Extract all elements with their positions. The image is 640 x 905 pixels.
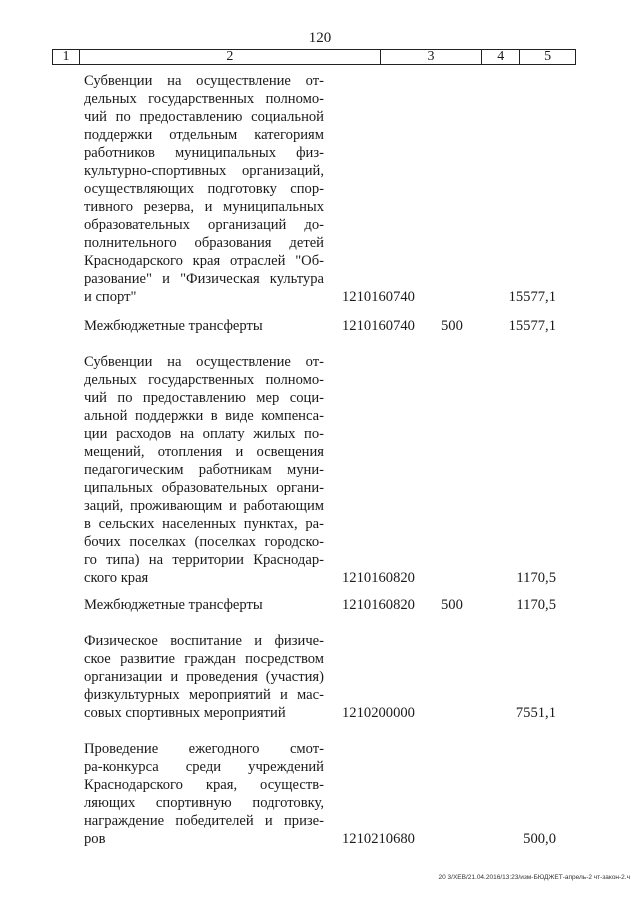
row-amount: 15577,1 bbox=[508, 289, 556, 305]
description-line: мещений, отопления и освещения bbox=[84, 444, 324, 460]
description-line: дельных государственных полномо- bbox=[84, 372, 324, 388]
description-line: награждение победителей и призе- bbox=[84, 813, 324, 829]
description-line: физкультурных мероприятий и мас- bbox=[84, 687, 324, 703]
description-line: ского края bbox=[84, 570, 149, 586]
description-line: осуществляющих подготовку спор- bbox=[84, 181, 324, 197]
description-line: ции расходов на оплату жилых по- bbox=[84, 426, 324, 442]
description-line: бочих поселках (поселках городско- bbox=[84, 534, 324, 550]
row-code: 1210210680 bbox=[342, 831, 415, 847]
description-line: дельных государственных полномо- bbox=[84, 91, 324, 107]
description-line: Краснодарского края, осуществ- bbox=[84, 777, 324, 793]
description-line: Физическое воспитание и физиче- bbox=[84, 633, 324, 649]
description-line: Субвенции на осуществление от- bbox=[84, 354, 324, 370]
description-line: полнительного образования детей bbox=[84, 235, 324, 251]
column-header-5: 5 bbox=[544, 49, 552, 64]
row-code: 1210160740 bbox=[342, 318, 415, 334]
description-line: культурно-спортивных организаций, bbox=[84, 163, 324, 179]
description-line: ров bbox=[84, 831, 106, 847]
row-description bbox=[84, 740, 324, 848]
row-code: 1210160820 bbox=[342, 570, 415, 586]
row-description bbox=[84, 596, 324, 614]
description-line: ципальных образовательных органи- bbox=[84, 480, 324, 496]
description-line: Субвенции на осуществление от- bbox=[84, 73, 324, 89]
description-line: Межбюджетные трансферты bbox=[84, 318, 263, 334]
description-line: работников муниципальных физ- bbox=[84, 145, 324, 161]
row-amount: 1170,5 bbox=[516, 570, 556, 586]
description-line: ра-конкурса среди учреждений bbox=[84, 759, 324, 775]
description-line: заций, проживающим и работающим bbox=[84, 498, 324, 514]
row-description bbox=[84, 317, 324, 335]
description-line: образовательных организаций до- bbox=[84, 217, 324, 233]
column-header-3: 3 bbox=[381, 50, 483, 64]
column-header-4: 4 bbox=[482, 50, 520, 64]
description-line: го типа) на территории Краснодар- bbox=[84, 552, 324, 568]
description-line: альной поддержки в виде компенса- bbox=[84, 408, 324, 424]
row-description bbox=[84, 632, 324, 722]
description-line: ляющих спортивную подготовку, bbox=[84, 795, 324, 811]
row-amount: 1170,5 bbox=[516, 597, 556, 613]
description-line: Краснодарского края отраслей "Об- bbox=[84, 253, 324, 269]
page-number: 120 bbox=[308, 30, 332, 46]
description-line: педагогическим работникам муни- bbox=[84, 462, 324, 478]
row-amount: 500,0 bbox=[523, 831, 556, 847]
row-code: 1210160820 bbox=[342, 597, 415, 613]
description-line: ское развитие граждан посредством bbox=[84, 651, 324, 667]
row-description bbox=[84, 72, 324, 306]
description-line: чий по предоставлению социальной bbox=[84, 109, 324, 125]
footer-file-stamp: 20 3/ХЕВ/21.04.2016/13:23/изм-БЮДЖЕТ-апрель-2 чт-закон-2.ч bbox=[438, 874, 630, 881]
description-line: чий по предоставлению мер соци- bbox=[84, 390, 324, 406]
description-line: поддержки отдельным категориям bbox=[84, 127, 324, 143]
description-line: Проведение ежегодного смот- bbox=[84, 741, 324, 757]
column-header-row bbox=[52, 49, 576, 65]
description-line: организации и проведения (участия) bbox=[84, 669, 324, 685]
row-expense-type: 500 bbox=[441, 597, 463, 613]
row-expense-type: 500 bbox=[441, 318, 463, 334]
description-line: разование" и "Физическая культура bbox=[84, 271, 324, 287]
row-amount: 15577,1 bbox=[508, 318, 556, 334]
row-code: 1210160740 bbox=[342, 289, 415, 305]
description-line: в сельских населенных пунктах, ра- bbox=[84, 516, 324, 532]
row-description bbox=[84, 353, 324, 587]
description-line: совых спортивных мероприятий bbox=[84, 705, 286, 721]
column-header-2: 2 bbox=[80, 50, 381, 64]
description-line: и спорт" bbox=[84, 289, 137, 305]
column-header-1: 1 bbox=[53, 50, 80, 64]
description-line: тивного резерва, и муниципальных bbox=[84, 199, 324, 215]
row-amount: 7551,1 bbox=[515, 705, 556, 721]
description-line: Межбюджетные трансферты bbox=[84, 597, 263, 613]
row-code: 1210200000 bbox=[342, 705, 415, 721]
